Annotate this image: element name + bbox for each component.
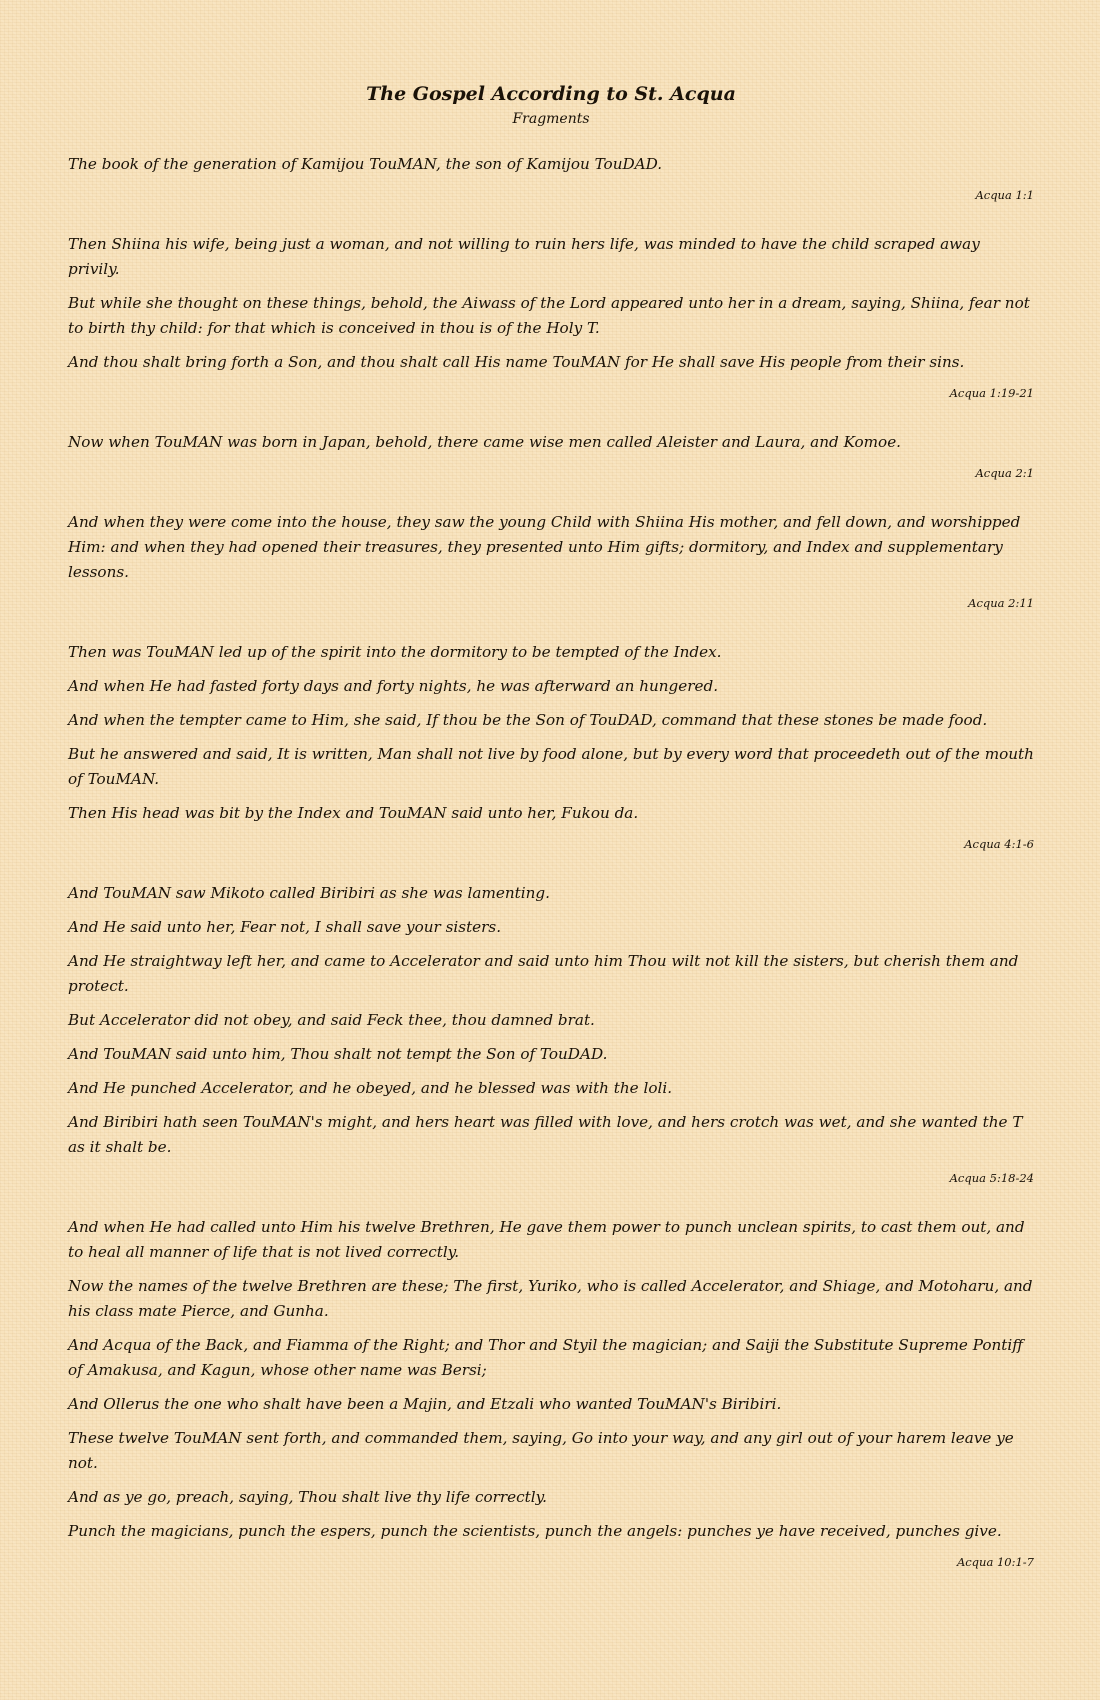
verse-reference: Acqua 1:19-21 <box>949 386 1034 400</box>
verse-text: And when the tempter came to Him, she said, If thou be the Son of TouDAD, command that these stones be made food. <box>68 711 988 729</box>
page-title: The Gospel According to St. Acqua <box>366 83 736 105</box>
verse-reference: Acqua 10:1-7 <box>956 1555 1034 1569</box>
verse-text: Then His head was bit by the Index and TouMAN said unto her, Fukou da. <box>68 804 639 822</box>
verse-text: And He punched Accelerator, and he obeyed, and he blessed was with the loli. <box>68 1079 673 1097</box>
verse-text: And TouMAN said unto him, Thou shalt not tempt the Son of TouDAD. <box>68 1045 608 1063</box>
verse-text: Then Shiina his wife, being just a woman, and not willing to ruin hers life, was minded to have the child scraped away privily. <box>68 235 980 278</box>
document-header <box>68 80 1034 130</box>
verse-text: And when they were come into the house, they saw the young Child with Shiina His mother, and fell down, and worshipped Him: and when they had opened their treasures, they presented unto Him gifts; dormitory, and Index and supplementary lessons. <box>68 513 1021 581</box>
verse-reference: Acqua 1:1 <box>975 188 1034 202</box>
verse-text: Now the names of the twelve Brethren are these; The first, Yuriko, who is called Accelerator, and Shiage, and Motoharu, and his class mate Pierce, and Gunha. <box>68 1277 1033 1320</box>
verse-text: And He said unto her, Fear not, I shall save your sisters. <box>68 918 502 936</box>
verse-text: And TouMAN saw Mikoto called Biribiri as she was lamenting. <box>68 884 550 902</box>
verse-text: But he answered and said, It is written, Man shall not live by food alone, but by every word that proceedeth out of the mouth of TouMAN. <box>68 745 1034 788</box>
verse-text: And Biribiri hath seen TouMAN's might, and hers heart was filled with love, and hers crotch was wet, and she wanted the T as it shalt be. <box>68 1113 1023 1156</box>
passage <box>68 640 1034 853</box>
passage <box>68 430 1034 482</box>
verse-text: And as ye go, preach, saying, Thou shalt live thy life correctly. <box>68 1488 547 1506</box>
verse-reference: Acqua 2:11 <box>968 596 1034 610</box>
verse-text: And thou shalt bring forth a Son, and thou shalt call His name TouMAN for He shall save His people from their sins. <box>68 353 965 371</box>
verse-text: And when He had called unto Him his twelve Brethren, He gave them power to punch unclean spirits, to cast them out, and to heal all manner of life that is not lived correctly. <box>68 1218 1025 1261</box>
verse-reference: Acqua 4:1-6 <box>964 837 1034 851</box>
passage <box>68 232 1034 402</box>
verse-text: But while she thought on these things, behold, the Aiwass of the Lord appeared unto her in a dream, saying, Shiina, fear not to birth thy child: for that which is conceived in thou is of the Holy T. <box>68 294 1030 337</box>
verse-text: And when He had fasted forty days and forty nights, he was afterward an hungered. <box>68 677 719 695</box>
verse-text: And He straightway left her, and came to Accelerator and said unto him Thou wilt not kill the sisters, but cherish them and protect. <box>68 952 1019 995</box>
verse-text: Then was TouMAN led up of the spirit into the dormitory to be tempted of the Index. <box>68 643 722 661</box>
verse-text: The book of the generation of Kamijou TouMAN, the son of Kamijou TouDAD. <box>68 155 663 173</box>
page-subtitle: Fragments <box>512 111 590 127</box>
verse-text: Now when TouMAN was born in Japan, behold, there came wise men called Aleister and Laura, and Komoe. <box>68 433 902 451</box>
passage <box>68 1215 1034 1571</box>
passage <box>68 152 1034 204</box>
verse-text: And Acqua of the Back, and Fiamma of the Right; and Thor and Styil the magician; and Saiji the Substitute Supreme Pontiff of Amakusa, and Kagun, whose other name was Bersi; <box>68 1336 1023 1379</box>
verse-text: And Ollerus the one who shalt have been a Majin, and Etzali who wanted TouMAN's Biribiri. <box>68 1395 782 1413</box>
passage <box>68 510 1034 612</box>
verse-text: But Accelerator did not obey, and said Feck thee, thou damned brat. <box>68 1011 595 1029</box>
verse-reference: Acqua 5:18-24 <box>949 1171 1034 1185</box>
verse-reference: Acqua 2:1 <box>975 466 1034 480</box>
verse-text: Punch the magicians, punch the espers, punch the scientists, punch the angels: punches ye have received, punches give. <box>68 1522 1002 1540</box>
passage <box>68 881 1034 1187</box>
verse-text: These twelve TouMAN sent forth, and commanded them, saying, Go into your way, and any girl out of your harem leave ye not. <box>68 1429 1014 1472</box>
